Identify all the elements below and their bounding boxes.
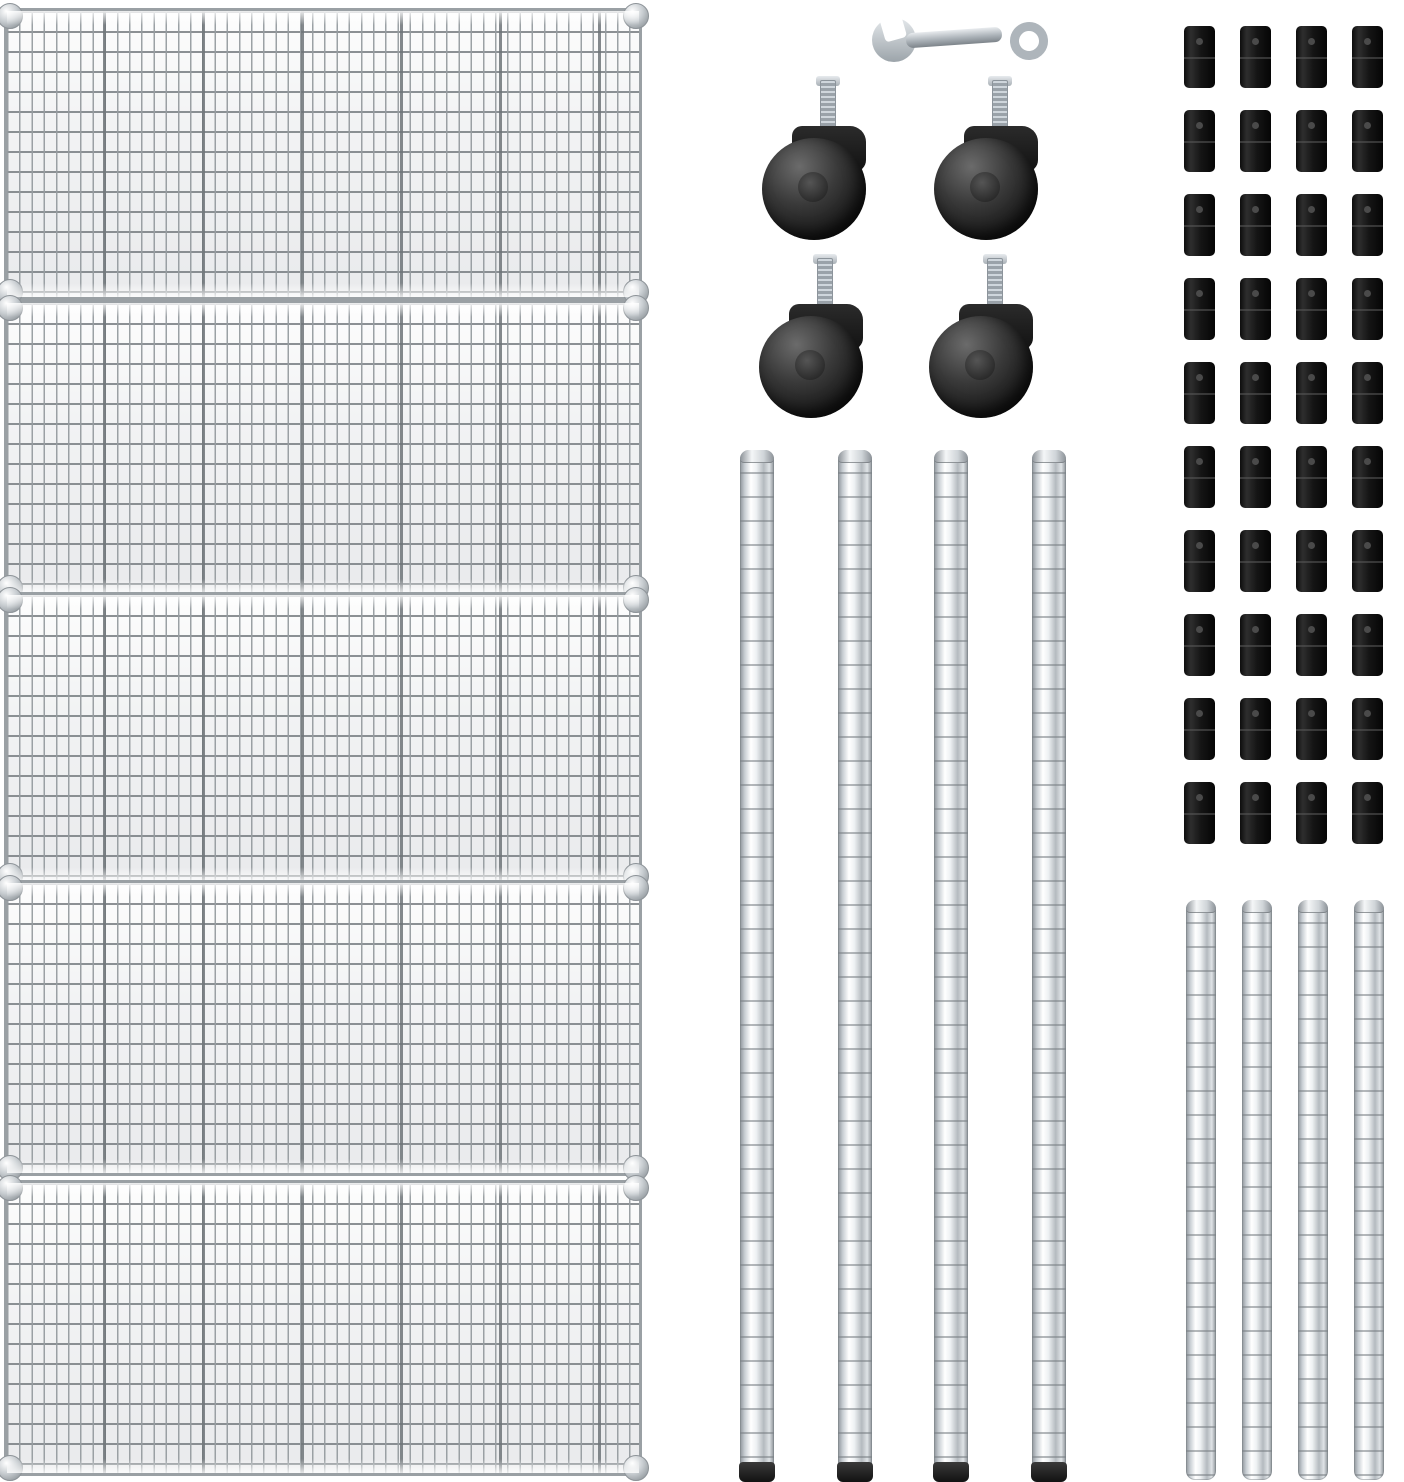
- plastic-sleeve: [1184, 698, 1215, 760]
- plastic-sleeve: [1296, 194, 1327, 256]
- plastic-sleeve: [1296, 782, 1327, 844]
- plastic-sleeve: [1240, 278, 1271, 340]
- plastic-sleeve: [1240, 614, 1271, 676]
- plastic-sleeve: [1352, 698, 1383, 760]
- wire-shelf: [4, 300, 642, 596]
- post-top-cap: [1032, 450, 1066, 463]
- plastic-sleeve: [1184, 614, 1215, 676]
- caster-wheel: [925, 258, 1045, 418]
- shelf-corner: [0, 1455, 23, 1481]
- post-foot: [1031, 1462, 1067, 1482]
- short-post: [1298, 900, 1328, 1480]
- caster-hub: [965, 350, 995, 380]
- post-foot: [933, 1462, 969, 1482]
- caster-hub: [798, 172, 828, 202]
- post-top-cap: [1242, 900, 1272, 913]
- post-foot: [837, 1462, 873, 1482]
- plastic-sleeve: [1352, 278, 1383, 340]
- plastic-sleeve: [1296, 278, 1327, 340]
- wire-shelf: [4, 880, 642, 1176]
- plastic-sleeve: [1352, 446, 1383, 508]
- post-foot: [739, 1462, 775, 1482]
- shelf-corner: [0, 295, 23, 321]
- plastic-sleeve: [1184, 278, 1215, 340]
- long-post: [838, 450, 872, 1480]
- caster-wheel: [930, 80, 1050, 240]
- long-post: [1032, 450, 1066, 1480]
- shelf-corner: [623, 1175, 649, 1201]
- wire-shelf: [4, 1180, 642, 1476]
- wire-shelf: [4, 592, 642, 884]
- plastic-sleeve: [1352, 614, 1383, 676]
- shelf-corner: [623, 587, 649, 613]
- plastic-sleeve: [1296, 698, 1327, 760]
- plastic-sleeve: [1352, 26, 1383, 88]
- short-post: [1242, 900, 1272, 1480]
- plastic-sleeve: [1240, 110, 1271, 172]
- plastic-sleeve: [1184, 782, 1215, 844]
- caster-hub: [795, 350, 825, 380]
- wire-shelf: [4, 8, 642, 300]
- plastic-sleeve: [1240, 698, 1271, 760]
- wrench-icon: [872, 12, 1042, 82]
- plastic-sleeve: [1352, 110, 1383, 172]
- post-top-cap: [1186, 900, 1216, 913]
- shelf-corner: [0, 587, 23, 613]
- plastic-sleeve: [1184, 194, 1215, 256]
- plastic-sleeve: [1184, 530, 1215, 592]
- plastic-sleeve: [1296, 26, 1327, 88]
- wrench-ring: [1008, 20, 1050, 62]
- plastic-sleeve: [1184, 362, 1215, 424]
- short-post: [1354, 900, 1384, 1480]
- plastic-sleeve: [1240, 530, 1271, 592]
- post-top-cap: [1298, 900, 1328, 913]
- post-top-cap: [740, 450, 774, 463]
- plastic-sleeve: [1240, 194, 1271, 256]
- plastic-sleeve: [1296, 446, 1327, 508]
- plastic-sleeve: [1352, 530, 1383, 592]
- plastic-sleeve: [1296, 530, 1327, 592]
- caster-wheel: [758, 80, 878, 240]
- short-post: [1186, 900, 1216, 1480]
- long-post: [740, 450, 774, 1480]
- long-post: [934, 450, 968, 1480]
- plastic-sleeve: [1296, 362, 1327, 424]
- plastic-sleeve: [1352, 362, 1383, 424]
- plastic-sleeve: [1184, 26, 1215, 88]
- caster-wheel: [755, 258, 875, 418]
- plastic-sleeve: [1240, 782, 1271, 844]
- plastic-sleeve: [1296, 110, 1327, 172]
- post-top-cap: [1354, 900, 1384, 913]
- shelf-corner: [0, 875, 23, 901]
- plastic-sleeve: [1352, 194, 1383, 256]
- caster-hub: [970, 172, 1000, 202]
- plastic-sleeve: [1352, 782, 1383, 844]
- wrench-handle: [906, 27, 1003, 49]
- post-top-cap: [934, 450, 968, 463]
- shelf-corner: [623, 875, 649, 901]
- shelf-corner: [623, 295, 649, 321]
- shelf-corner: [623, 1455, 649, 1481]
- shelf-corner: [623, 3, 649, 29]
- plastic-sleeve: [1296, 614, 1327, 676]
- shelf-corner: [0, 3, 23, 29]
- plastic-sleeve: [1184, 446, 1215, 508]
- plastic-sleeve: [1240, 362, 1271, 424]
- plastic-sleeve: [1240, 26, 1271, 88]
- plastic-sleeve: [1240, 446, 1271, 508]
- shelf-corner: [0, 1175, 23, 1201]
- post-top-cap: [838, 450, 872, 463]
- plastic-sleeve: [1184, 110, 1215, 172]
